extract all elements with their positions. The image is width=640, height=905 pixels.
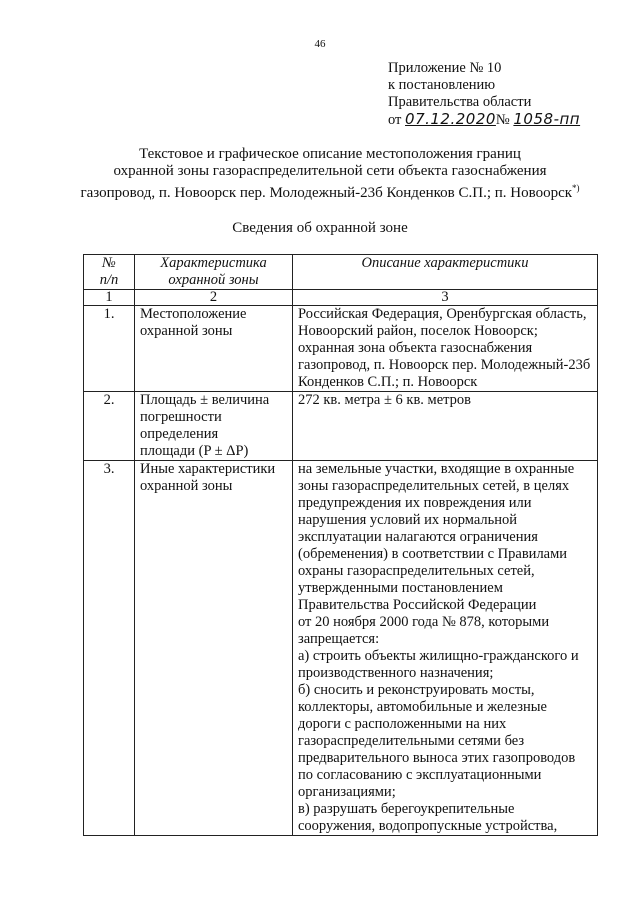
header-num-line2: п/п: [99, 272, 119, 288]
description-line: утвержденными постановлением: [298, 580, 503, 596]
row-number: 1.: [84, 306, 135, 392]
header-num-line1: №: [102, 255, 116, 271]
table-row: [84, 461, 598, 836]
description-line: зоны газораспределительных сетей, в целях: [298, 478, 570, 494]
row-description: [293, 392, 598, 461]
page-number: 46: [314, 38, 326, 50]
table-header-row: [84, 255, 598, 290]
description-line: сооружения, водопропускные устройства,: [298, 818, 558, 834]
column-number-row: [84, 290, 598, 306]
description-line: организациями;: [298, 784, 396, 800]
protection-zone-table: [83, 254, 598, 836]
description-line: предупреждения их повреждения или: [298, 495, 532, 511]
description-line: б) сносить и реконструировать мосты,: [298, 682, 535, 698]
characteristic-line: определения: [140, 426, 219, 442]
description-line: от 20 ноября 2000 года № 878, которыми: [298, 614, 550, 630]
row-number: 2.: [84, 392, 135, 461]
appendix-header: [388, 60, 580, 129]
description-line: Российская Федерация, Оренбургская область,: [298, 306, 587, 322]
description-line: Правительства Российской Федерации: [298, 597, 537, 613]
appendix-line1: Приложение № 10: [388, 60, 502, 76]
appendix-date-line: [388, 111, 580, 129]
appendix-line3: Правительства области: [388, 94, 532, 110]
characteristic-line: Местоположение: [140, 306, 247, 322]
characteristic-line: охранной зоны: [140, 323, 233, 339]
description-line: Новоорский район, поселок Новоорск;: [298, 323, 538, 339]
description-line: Конденков С.П.; п. Новоорск: [298, 374, 478, 390]
header-characteristic-line1: Характеристика: [160, 255, 267, 271]
description-line: по согласованию с эксплуатационными: [298, 767, 542, 783]
column-number: 2: [135, 290, 293, 306]
row-characteristic: [135, 306, 293, 392]
description-line: а) строить объекты жилищно-гражданского и: [298, 648, 579, 664]
row-characteristic: [135, 392, 293, 461]
number-prefix: №: [495, 112, 510, 128]
description-line: на земельные участки, входящие в охранные: [298, 461, 575, 477]
table-row: [84, 392, 598, 461]
description-line: в) разрушать берегоукрепительные: [298, 801, 515, 817]
characteristic-line: Иные характеристики: [140, 461, 276, 477]
description-line: 272 кв. метра ± 6 кв. метров: [298, 392, 472, 408]
appendix-line2: к постановлению: [388, 77, 496, 93]
header-characteristic: [135, 255, 293, 290]
description-line: газораспределительными сетями без: [298, 733, 525, 749]
characteristic-line: площади (P ± ΔP): [140, 443, 249, 459]
description-line: коллекторы, автомобильные и железные: [298, 699, 547, 715]
description-line: газопровод, п. Новоорск пер. Молодежный-23б: [298, 357, 591, 373]
description-line: производственного назначения;: [298, 665, 494, 681]
characteristic-line: охранной зоны: [140, 478, 233, 494]
handwritten-date: 07.12.2020: [405, 110, 496, 128]
description-line: нарушения условий их нормальной: [298, 512, 518, 528]
row-characteristic: [135, 461, 293, 836]
document-title: [40, 146, 620, 202]
title-line3: [40, 180, 620, 202]
description-line: (обременения) в соответствии с Правилами: [298, 546, 568, 562]
description-line: эксплуатации налагаются ограничения: [298, 529, 538, 545]
date-prefix: от: [388, 112, 402, 128]
title-line2: охранной зоны газораспределительной сети объекта газоснабжения: [113, 163, 547, 179]
characteristic-line: Площадь ± величина: [140, 392, 270, 408]
row-description: [293, 461, 598, 836]
title-line1: Текстовое и графическое описание местоположения границ: [139, 146, 521, 162]
column-number: 3: [293, 290, 598, 306]
description-line: охраны газораспределительных сетей,: [298, 563, 535, 579]
description-line: предварительного выноса этих газопроводов: [298, 750, 576, 766]
title-line3-text: газопровод, п. Новоорск пер. Молодежный-23б Конденков С.П.; п. Новоорск: [80, 185, 573, 201]
header-description: Описание характеристики: [293, 255, 598, 290]
description-line: дороги с расположенными на них: [298, 716, 507, 732]
header-num: [84, 255, 135, 290]
characteristic-line: погрешности: [140, 409, 222, 425]
footnote-mark: *): [572, 183, 580, 193]
row-description: [293, 306, 598, 392]
section-subtitle: Сведения об охранной зоне: [232, 220, 408, 236]
header-characteristic-line2: охранной зоны: [168, 272, 259, 288]
handwritten-number: 1058-пп: [513, 110, 581, 128]
description-line: охранная зона объекта газоснабжения: [298, 340, 533, 356]
table-row: [84, 306, 598, 392]
column-number: 1: [84, 290, 135, 306]
row-number: 3.: [84, 461, 135, 836]
description-line: запрещается:: [298, 631, 380, 647]
